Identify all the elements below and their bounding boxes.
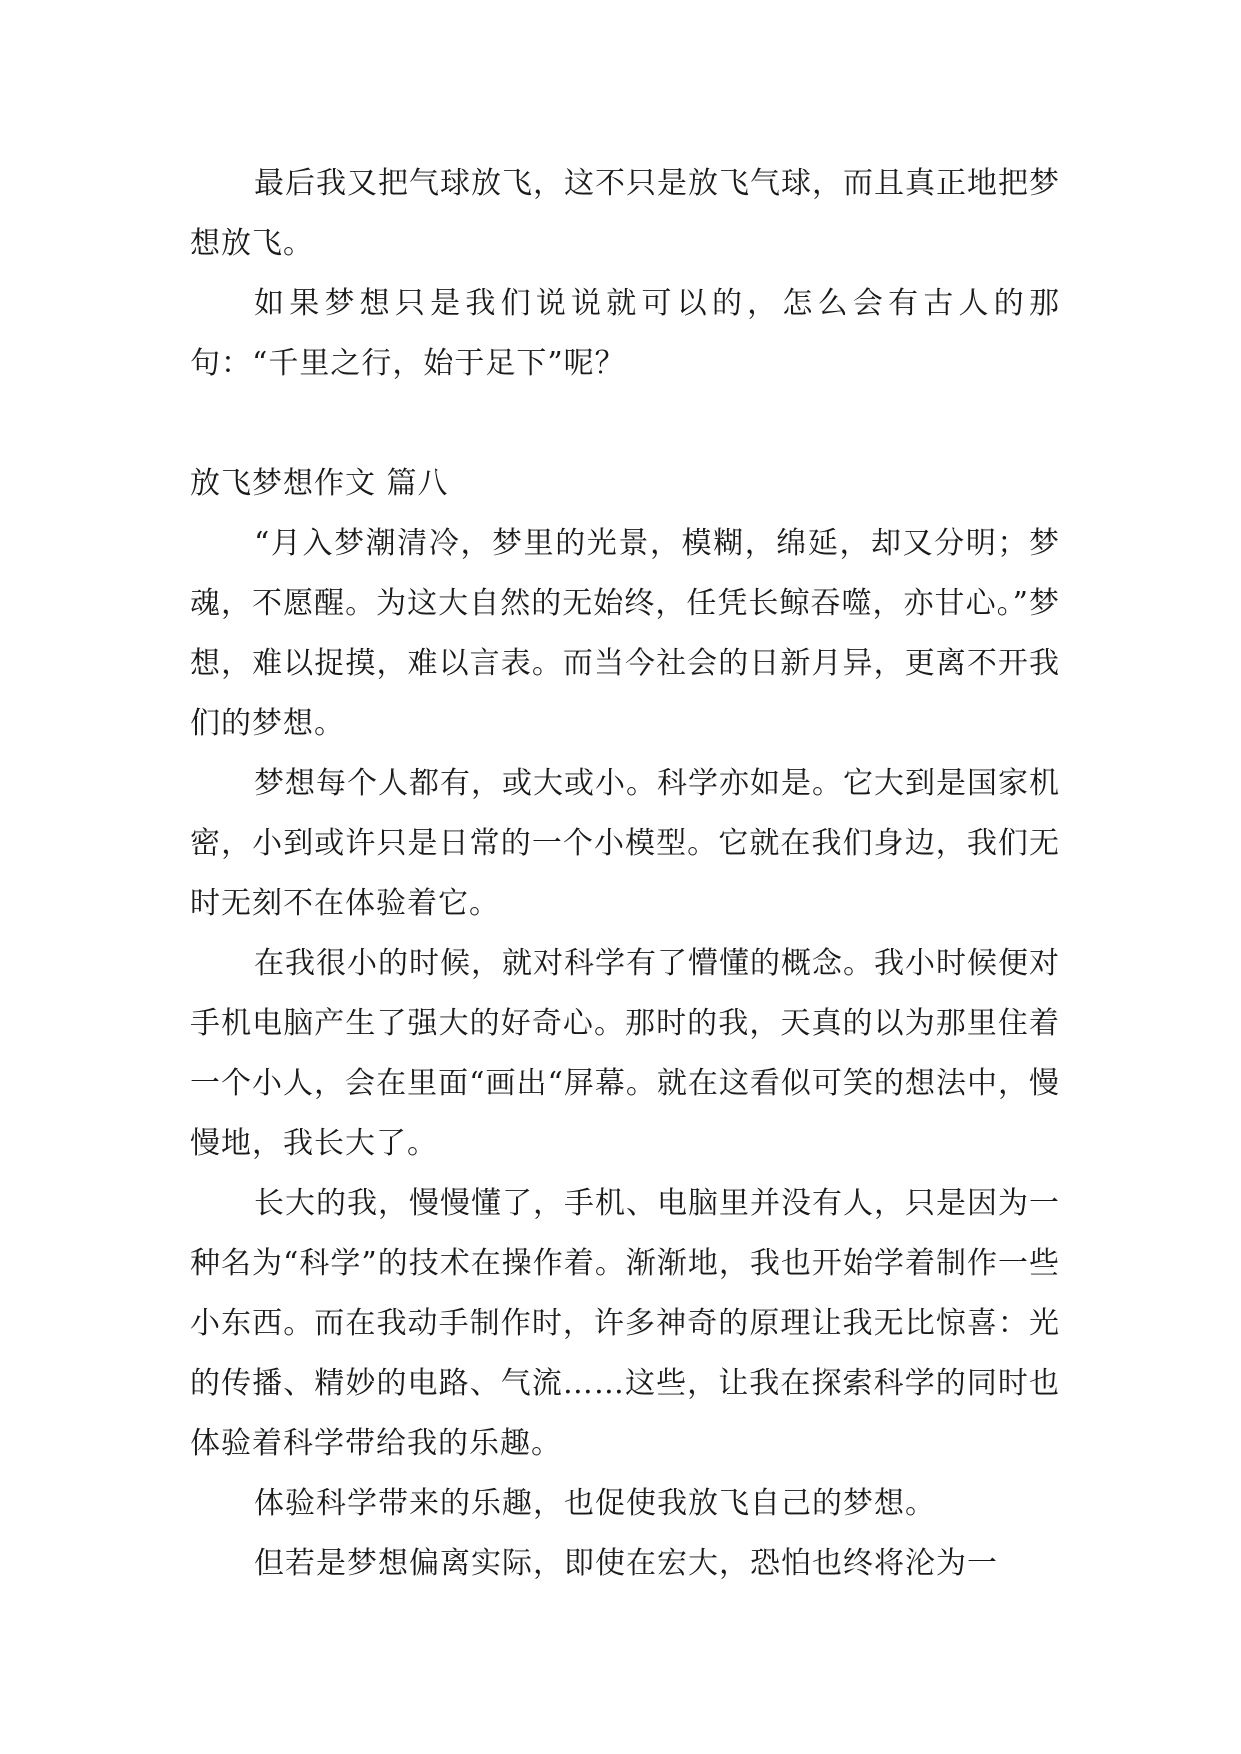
- section-heading: 放飞梦想作文 篇八: [190, 466, 449, 501]
- paragraph: “月入梦潮清冷，梦里的光景，模糊，绵延，却又分明；梦魂，不愿醒。为这大自然的无始终，任凭长鲸吞噬，亦甘心。”梦想，难以捉摸，难以言表。而当今社会的日新月异，更离不开我们的梦想。: [190, 526, 1060, 741]
- paragraph: 如果梦想只是我们说说就可以的，怎么会有古人的那句：“千里之行，始于足下”呢？: [190, 286, 1060, 381]
- paragraph: 梦想每个人都有，或大或小。科学亦如是。它大到是国家机密，小到或许只是日常的一个小模型。它就在我们身边，我们无时无刻不在体验着它。: [190, 766, 1060, 921]
- paragraph: 在我很小的时候，就对科学有了懵懂的概念。我小时候便对手机电脑产生了强大的好奇心。那时的我，天真的以为那里住着一个小人，会在里面“画出“屏幕。就在这看似可笑的想法中，慢慢地，我长大了。: [190, 946, 1060, 1161]
- paragraph: 体验科学带来的乐趣，也促使我放飞自己的梦想。: [254, 1486, 936, 1521]
- paragraph: 但若是梦想偏离实际，即使在宏大，恐怕也终将沦为一: [254, 1546, 998, 1581]
- paragraph: 最后我又把气球放飞，这不只是放飞气球，而且真正地把梦想放飞。: [190, 166, 1060, 261]
- document-body: [190, 154, 1060, 1594]
- paragraph: 长大的我，慢慢懂了，手机、电脑里并没有人，只是因为一种名为“科学”的技术在操作着。渐渐地，我也开始学着制作一些小东西。而在我动手制作时，许多神奇的原理让我无比惊喜：光的传播、精妙的电路、气流……这些，让我在探索科学的同时也体验着科学带给我的乐趣。: [190, 1186, 1060, 1461]
